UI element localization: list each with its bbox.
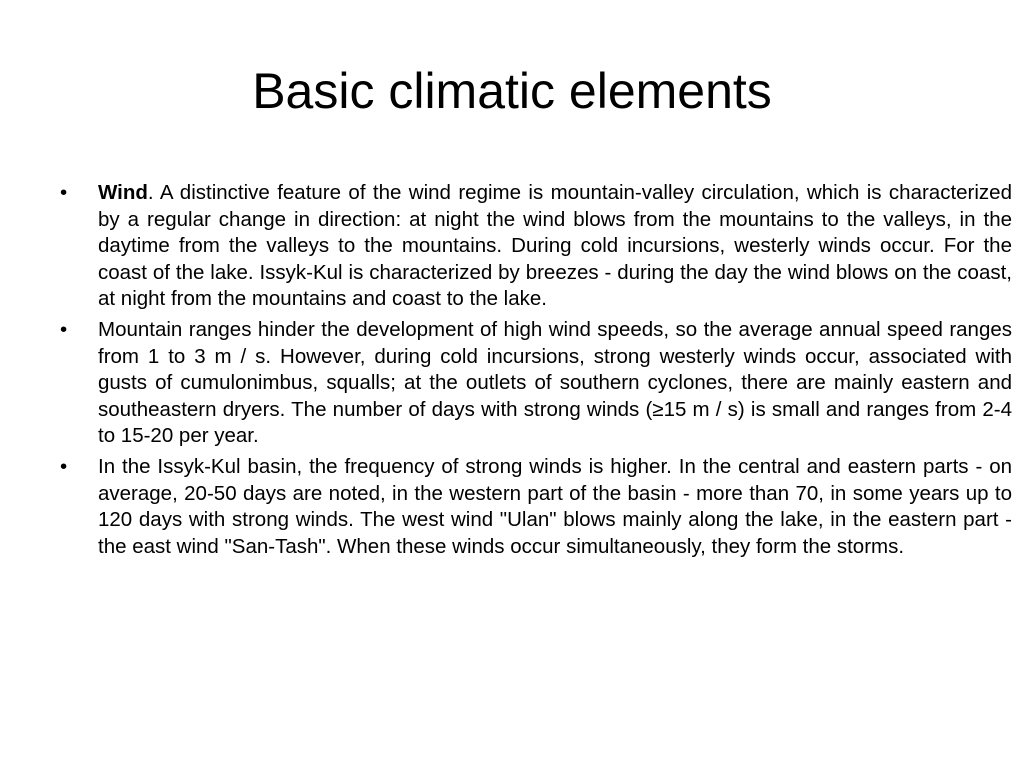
bullet-list	[62, 180, 1012, 564]
bold-term: Wind	[98, 181, 148, 204]
bullet-item	[60, 317, 1012, 450]
slide-title: Basic climatic elements	[252, 63, 772, 119]
bullet-text: Mountain ranges hinder the development of high wind speeds, so the average annual speed ranges from 1 to 3 m / s. However, during cold incursions, strong westerly winds occur, associated with gusts of cumulonimbus, squalls; at the outlets of southern cyclones, there are mainly eastern and southeastern dryers. The number of days with strong winds (≥15 m / s) is small and ranges from 2-4 to 15-20 per year.	[98, 317, 1012, 448]
bullet-text: In the Issyk-Kul basin, the frequency of strong winds is higher. In the central and eastern parts - on average, 20-50 days are noted, in the western part of the basin - more than 70, in some years up to 120 days with strong winds. The west wind "Ulan" blows mainly along the lake, in the eastern part - the east wind "San-Tash". When these winds occur simultaneously, they form the storms.	[98, 454, 1012, 558]
bullet-text: . A distinctive feature of the wind regime is mountain-valley circulation, which is characterized by a regular change in direction: at night the wind blows from the mountains to the valleys, in the daytime from the valleys to the mountains. During cold incursions, westerly winds occur. For the coast of the lake. Issyk-Kul is characterized by breezes - during the day the wind blows on the coast, at night from the mountains and coast to the lake.	[98, 181, 1012, 311]
bullet-icon: •	[60, 317, 68, 341]
bullet-item	[60, 454, 1012, 560]
bullet-item	[60, 180, 1012, 313]
bullet-icon: •	[60, 454, 68, 478]
bullet-icon: •	[60, 181, 68, 204]
